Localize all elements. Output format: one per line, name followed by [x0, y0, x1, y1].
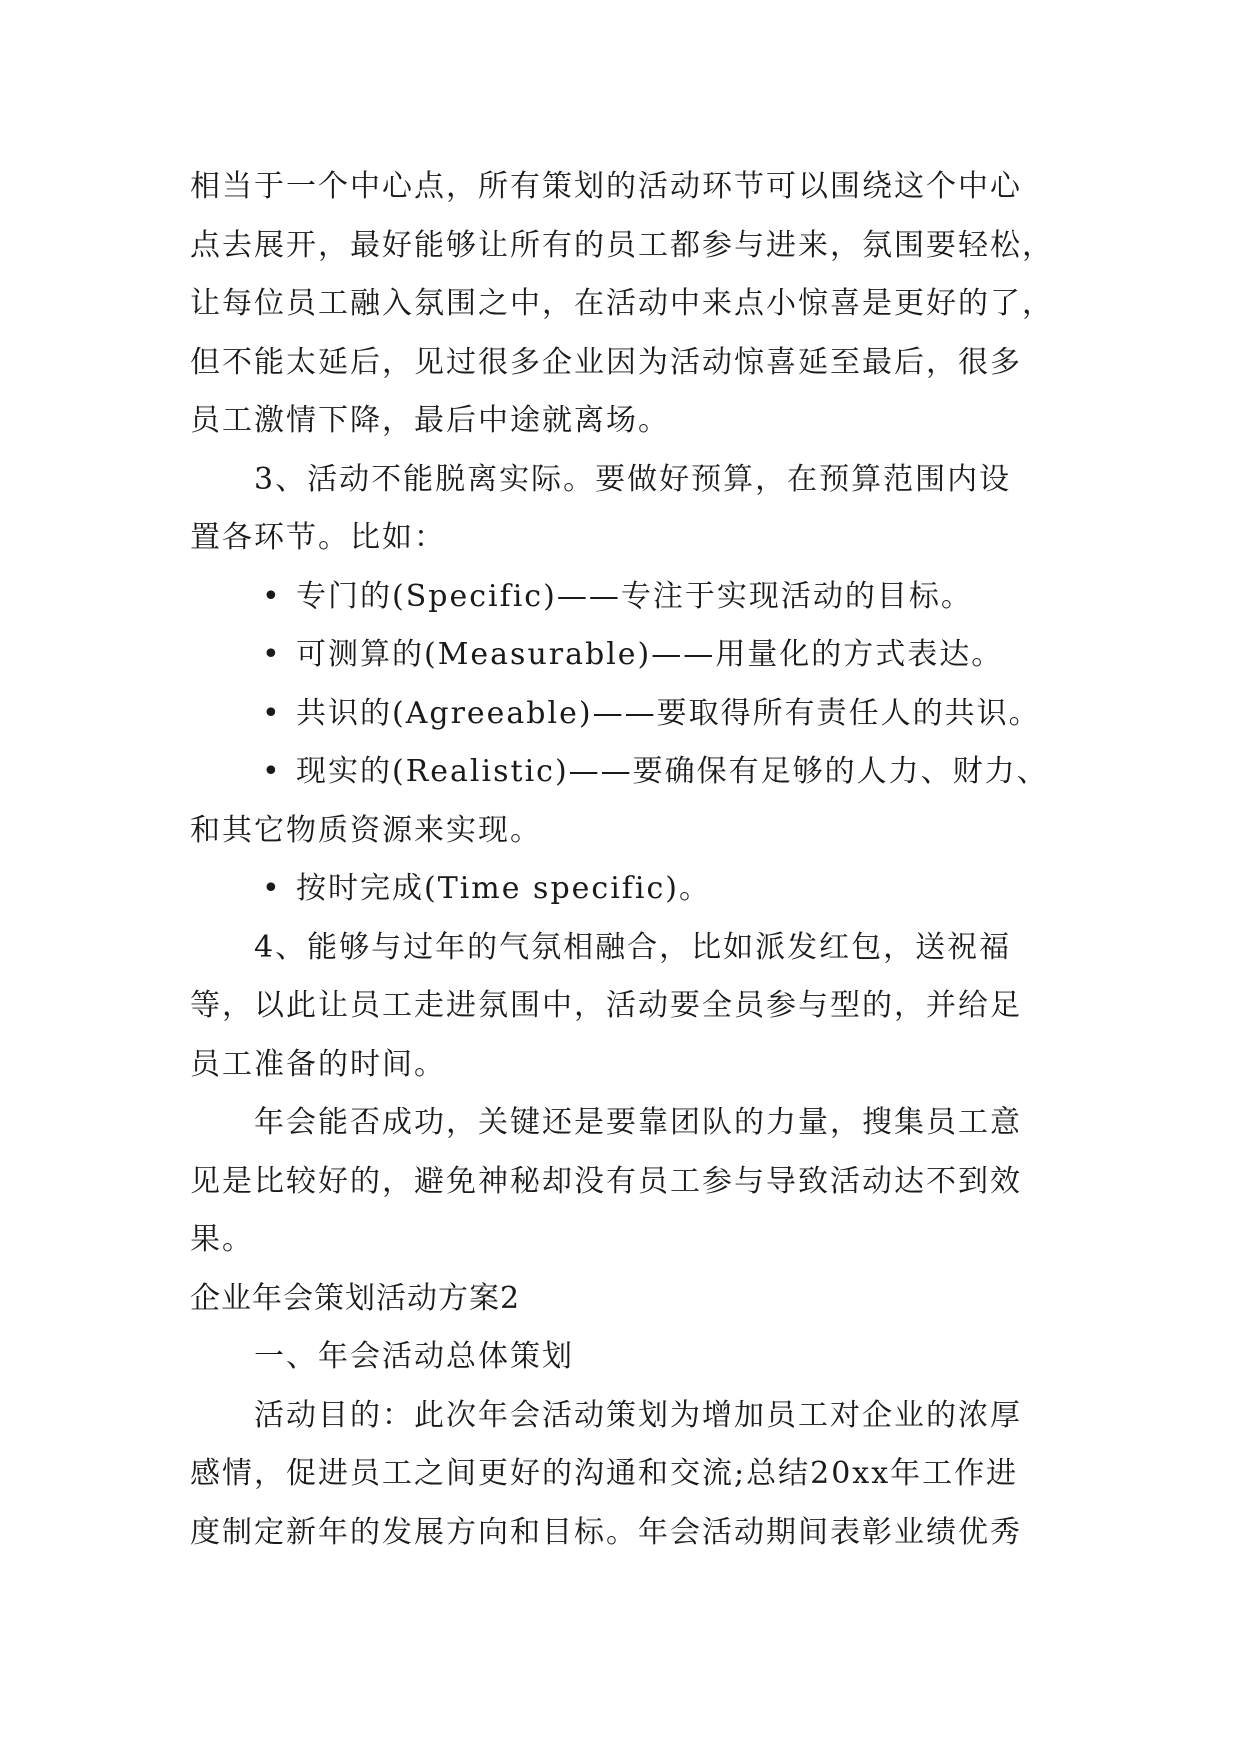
subsection-title: 一、年会活动总体策划: [254, 1339, 574, 1374]
bullet-agreeable: [190, 685, 1090, 744]
body-line: 果。: [190, 1222, 254, 1257]
bullet-icon: •: [262, 695, 282, 731]
bullet-icon: •: [262, 871, 282, 906]
body-line: 相当于一个中心点，所有策划的活动环节可以围绕这个中心: [190, 169, 1022, 204]
body-line: 点去展开，最好能够让所有的员工都参与进来，氛围要轻松，: [190, 227, 1054, 263]
bullet-text: 专门的(Specific)——专注于实现活动的目标。: [296, 578, 973, 614]
bullet-specific: [190, 568, 1090, 627]
bullet-text: 可测算的(Measurable)——用量化的方式表达。: [296, 637, 1004, 672]
body-line: 等，以此让员工走进氛围中，活动要全员参与型的，并给足: [190, 988, 1022, 1023]
body-line: 置各环节。比如：: [190, 520, 446, 555]
document-body: [190, 158, 1090, 1562]
body-line: 但不能太延后，见过很多企业因为活动惊喜延至最后，很多: [190, 344, 1022, 380]
body-line: 感情，促进员工之间更好的沟通和交流;总结20xx年工作进: [190, 1456, 1019, 1491]
paragraph-start: 年会能否成功，关键还是要靠团队的力量，搜集员工意: [254, 1105, 1022, 1140]
body-line: 见是比较好的，避免神秘却没有员工参与导致活动达不到效: [190, 1163, 1022, 1199]
bullet-text: 共识的(Agreeable)——要取得所有责任人的共识。: [296, 695, 1041, 731]
section-title: 企业年会策划活动方案2: [190, 1280, 521, 1316]
paragraph-4-start: 4、能够与过年的气氛相融合，比如派发红包，送祝福: [254, 929, 1012, 965]
body-line: 员工准备的时间。: [190, 1046, 446, 1082]
bullet-icon: •: [262, 578, 282, 614]
bullet-text: 现实的(Realistic)——要确保有足够的人力、财力、: [296, 754, 1049, 789]
bullet-text: 按时完成(Time specific)。: [296, 871, 711, 906]
bullet-realistic: [190, 743, 1090, 802]
paragraph-start: 活动目的：此次年会活动策划为增加员工对企业的浓厚: [254, 1397, 1022, 1433]
bullet-measurable: [190, 626, 1090, 685]
body-line: 度制定新年的发展方向和目标。年会活动期间表彰业绩优秀: [190, 1514, 1022, 1550]
body-line: 和其它物质资源来实现。: [190, 812, 542, 848]
paragraph-3-start: 3、活动不能脱离实际。要做好预算，在预算范围内设: [254, 461, 1012, 497]
body-line: 员工激情下降，最后中途就离场。: [190, 403, 670, 438]
bullet-icon: •: [262, 637, 282, 672]
body-line: 让每位员工融入氛围之中，在活动中来点小惊喜是更好的了，: [190, 286, 1054, 321]
bullet-icon: •: [262, 754, 282, 789]
bullet-time-specific: [190, 860, 1090, 919]
